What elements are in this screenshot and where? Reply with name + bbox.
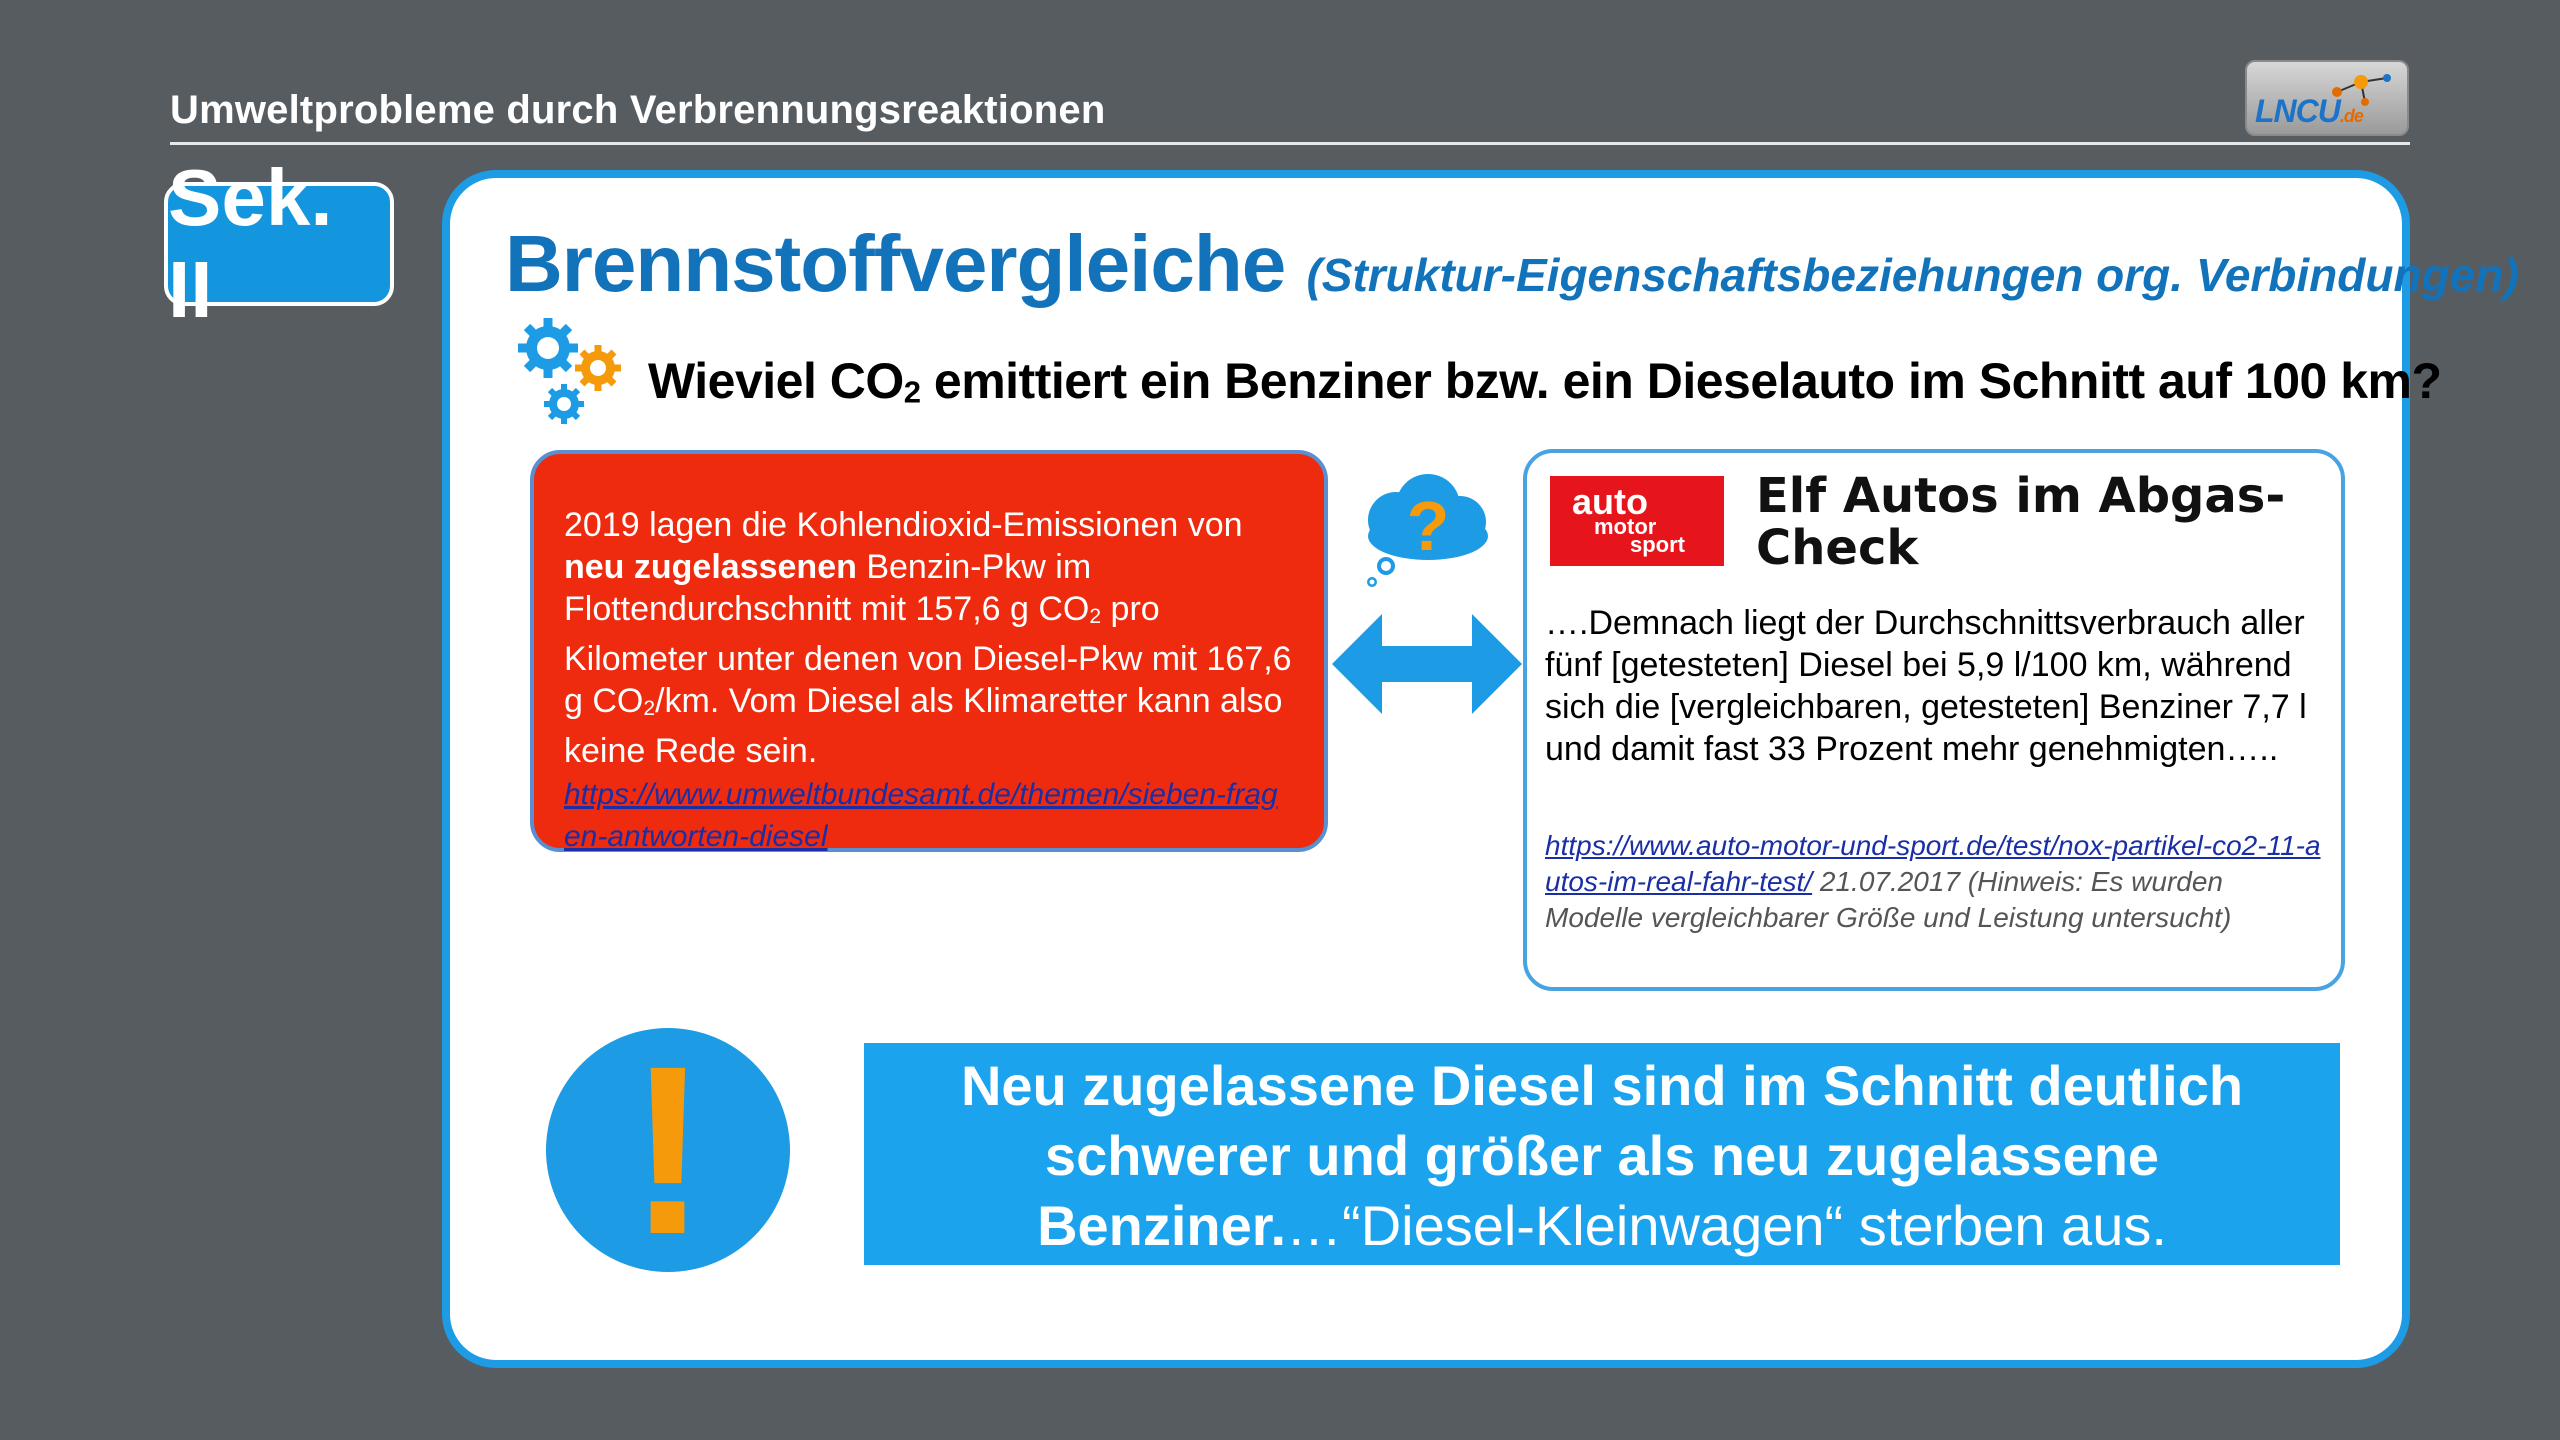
page-title	[505, 218, 2519, 310]
ams-quote: ….Demnach liegt der Durchschnittsverbrauch aller fünf [getesteten] Diesel bei 5,9 l/100 km, während sich die [vergleichbaren, getesteten] Benziner 7,7 l und damit fast 33 Prozent mehr genehmigten…..	[1545, 604, 2307, 768]
auto-motor-sport-logo: auto motor sport	[1550, 476, 1724, 566]
gears-icon	[512, 312, 632, 432]
uba-source-link[interactable]: https://www.umweltbundesamt.de/themen/sieben-fragen-antworten-diesel	[564, 778, 1278, 854]
header-divider	[170, 142, 2410, 145]
header-title: Umweltprobleme durch Verbrennungsreaktionen	[170, 88, 1106, 132]
uba-info-box: 2019 lagen die Kohlendioxid-Emissionen von neu zugelassenen Benzin-Pkw im Flottendurchschnitt mit 157,6 g $CO_2$ pro Kilometer unter denen von Diesel-Pkw mit 167,6 g $CO_2/km$. Vom Diesel als Klimaretter kann also keine Rede sein. https://www.umweltbundesamt.de/themen/sieben-fragen-antworten-diesel	[530, 450, 1328, 852]
double-arrow-icon	[1332, 614, 1522, 714]
level-badge: Sek. II	[164, 182, 394, 306]
ams-source-link[interactable]: https://www.auto-motor-und-sport.de/test/nox-partikel-co2-11-autos-im-real-fahr-test/	[1545, 830, 2321, 897]
question-text: Wieviel $CO_2$ emittiert ein Benziner bzw. ein Dieselauto im Schnitt auf 100 km?	[648, 353, 2442, 410]
ams-source: https://www.auto-motor-und-sport.de/test/nox-partikel-co2-11-autos-im-real-fahr-test/ 21.07.2017 (Hinweis: Es wurden Modelle vergleichbarer Größe und Leistung untersucht)	[1545, 830, 2321, 933]
exclamation-icon	[546, 1016, 790, 1284]
conclusion-box: Neu zugelassene Diesel sind im Schnitt deutlich schwerer und größer als neu zugelassene Benziner.…“Diesel-Kleinwagen“ sterben aus.	[864, 1043, 2340, 1265]
logo-text: LNCU.de	[2255, 93, 2363, 129]
lncu-logo	[2245, 60, 2409, 136]
thought-cloud-icon	[1356, 470, 1496, 590]
question-mark: ?	[1406, 487, 1450, 565]
title-main: Brennstoffvergleiche	[505, 219, 1286, 308]
title-subtitle: (Struktur-Eigenschaftsbeziehungen org. Verbindungen)	[1306, 249, 2519, 301]
ams-heading: Elf Autos im Abgas-Check	[1756, 468, 2286, 576]
exclamation-mark: !	[628, 1016, 708, 1284]
